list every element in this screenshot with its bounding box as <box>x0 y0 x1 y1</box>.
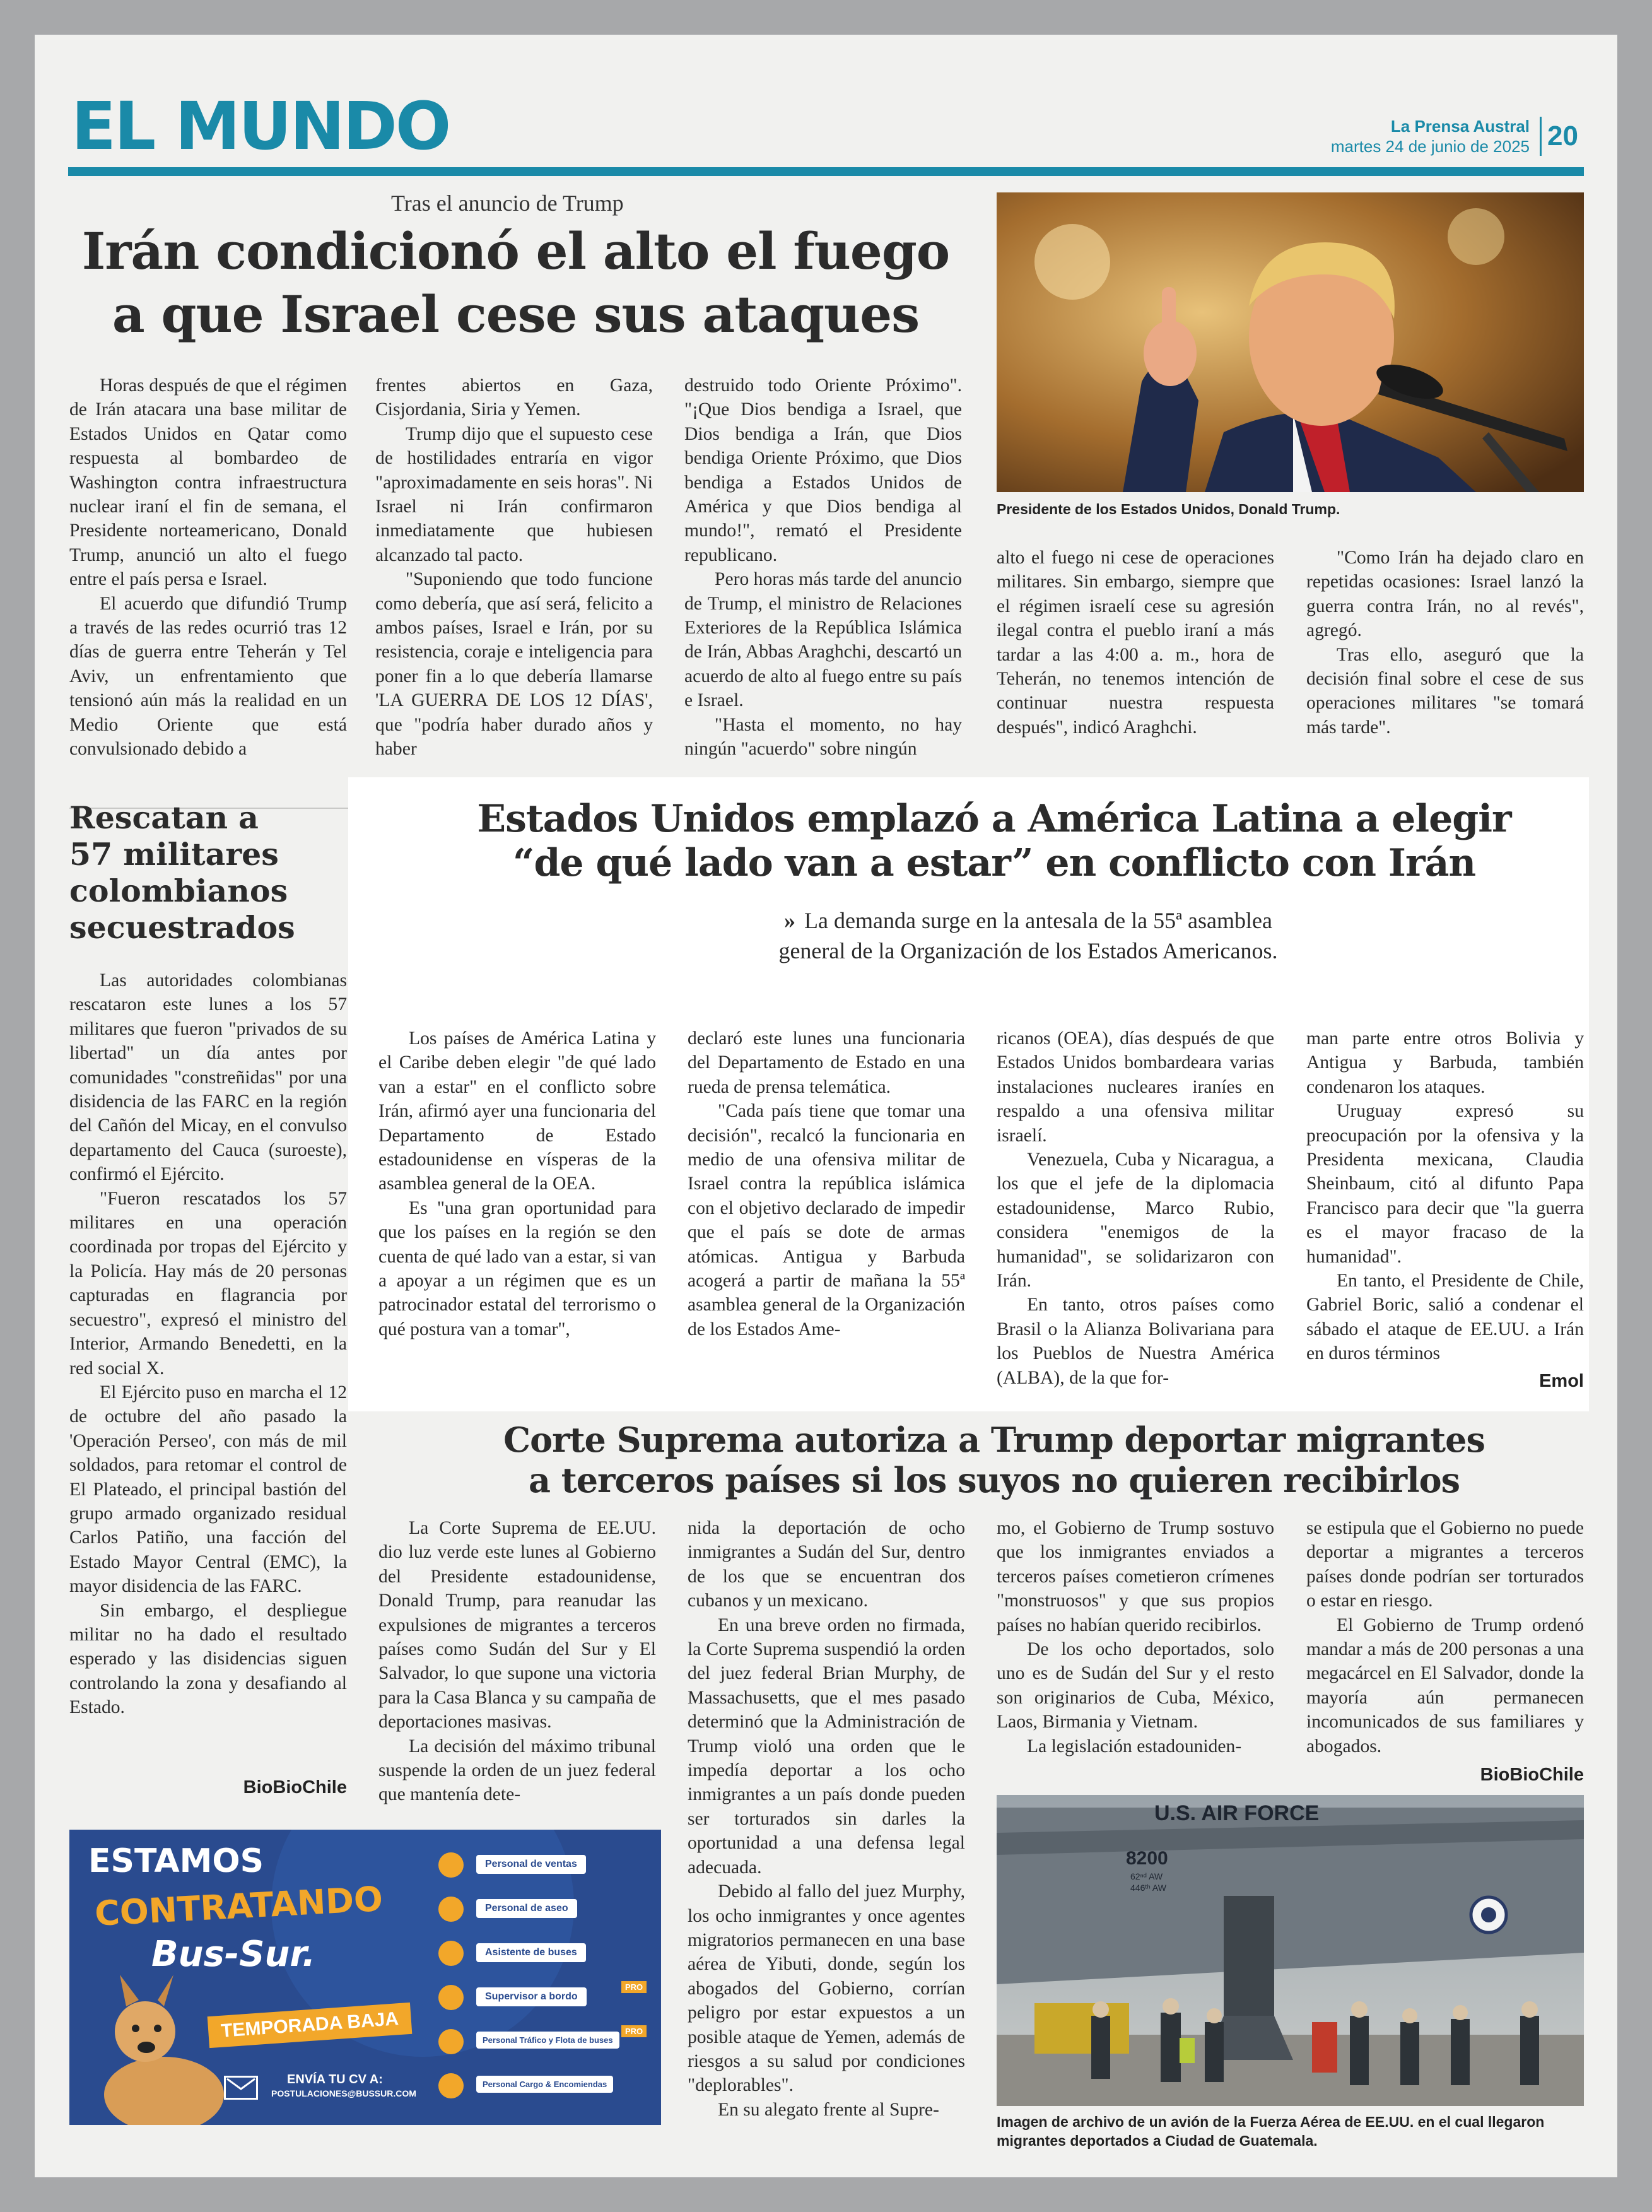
story3-paragraph: En una breve orden no firmada, la Corte Suprema suspendió la orden del juez federal Brian Murphy, de Massachusetts, que el mes pasado determinó que la Administración de Trump violó una orden que le impedía deportar a los ocho inmigrantes a un país donde pueden ser torturados sin darles la oportunidad a una defensa legal adecuada. <box>688 1615 965 1878</box>
story3-paragraph: mo, el Gobierno de Trump sostuvo que los inmigrantes enviados a terceros países cometieron crímenes "monstruosos" y que sus propios países no habían querido recibirlos. <box>997 1518 1274 1635</box>
job-badge-icon <box>438 1941 464 1966</box>
story3-credit: BioBioChile <box>1480 1765 1584 1785</box>
ad-job-item <box>438 2025 653 2059</box>
ad-job-label: Personal Cargo & Encomiendas <box>476 2076 613 2093</box>
sidebar-paragraph: "Fueron rescatados los 57 militares en una operación coordinada por tropas del Ejército y la Policía. Hay más de 20 personas capturadas en flagrancia por secuestro", expresó el ministro del Interior, Armando Benedetti, en la red social X. <box>69 1188 347 1379</box>
story2-column-4 <box>1306 1027 1584 1367</box>
newspaper-page <box>35 35 1617 2177</box>
ad-job-item <box>438 1981 653 2015</box>
job-badge-icon <box>438 2073 464 2098</box>
plane-marking-number: 8200 <box>1126 1848 1168 1869</box>
ad-job-label: Personal de aseo <box>476 1899 577 1918</box>
story1-paragraph: "Hasta el momento, no hay ningún "acuerdo" sobre ningún <box>684 714 962 760</box>
job-badge-icon <box>438 2029 464 2054</box>
story1-paragraph: frentes abiertos en Gaza, Cisjordania, Siria y Yemen. <box>375 375 653 420</box>
plane-photo <box>997 1795 1584 2106</box>
ad-headline-line1: ESTAMOS <box>88 1842 264 1880</box>
story3-column-2 <box>688 1516 965 2160</box>
story3-paragraph: De los ocho deportados, solo uno es de Sudán del Sur y el resto son originarios de Cuba, México, Laos, Birmania y Vietnam. <box>997 1639 1274 1733</box>
ad-job-item <box>438 1937 653 1971</box>
ad-banner: TEMPORADA BAJA <box>208 2003 413 2048</box>
story1-column-3 <box>684 374 962 803</box>
ad-brand-logo: Bus-Sur. <box>151 1934 316 1975</box>
sidebar-headline-line: secuestrados <box>69 909 295 946</box>
story2-paragraph: Uruguay expresó su preocupación por la ofensiva y la Presidenta mexicana, Claudia Sheinbaum, citó al difunto Papa Francisco para decir que "la guerra es el mayor fracaso de la humanidad". <box>1306 1101 1584 1267</box>
story3-column-1 <box>378 1516 656 1813</box>
story2-paragraph: Los países de América Latina y el Caribe deben elegir "de qué lado van a estar" en el conflicto sobre Irán, afirmó ayer una funcionaria del Departamento de Estado estadounidense en vísperas de la asamblea general de la OEA. <box>378 1028 656 1194</box>
bus-sur-ad <box>69 1830 661 2125</box>
story2-paragraph: Es "una gran oportunidad para que los países en la región se den cuenta de qué lado van a estar, si van a apoyar a un régimen que es un patrocinador estatal del terrorismo o qué postura van a tomar", <box>378 1197 656 1339</box>
sidebar-column <box>69 968 347 1804</box>
story1-paragraph: Horas después de que el régimen de Irán atacara una base militar de Estados Unidos en Qatar como respuesta al bombardeo de Washington contra infraestructura nuclear iraní el fin de semana, el Presidente norteamericano, Donald Trump, anunció un alto el fuego entre el país persa e Israel. <box>69 375 347 590</box>
story1-paragraph: "Suponiendo que todo funcione como debería, que así será, felicito a ambos países, Israel e Irán, por su resistencia, coraje e inteligencia para poner fin a lo que debería llamarse 'LA GUERRA DE LOS 12 DÍAS', que "podría haber durado años y haber <box>375 569 653 760</box>
story1-paragraph: El acuerdo que difundió Trump a través de las redes ocurrió tras 12 días de guerra entre Teherán y Tel Aviv, un enfrentamiento que tensionó aún más la realidad en un Medio Oriente que está convulsionado debido a <box>69 593 347 760</box>
story3-paragraph: La legislación estadouniden- <box>1027 1736 1242 1756</box>
ad-job-label: Supervisor a bordo <box>476 1987 587 2006</box>
sidebar-paragraph: Sin embargo, el despliegue militar no ha dado el resultado esperado y las disidencias siguen controlando la zona y desafiando al Estado. <box>69 1600 347 1718</box>
story2-paragraph: man parte entre otros Bolivia y Antigua y Barbuda, también condenaron los ataques. <box>1306 1028 1584 1097</box>
sidebar-headline-line: 57 militares <box>69 836 279 873</box>
plane-marking-air-force: U.S. AIR FORCE <box>1154 1801 1320 1825</box>
story3-paragraph: La decisión del máximo tribunal suspende la orden de un juez federal que mantenía dete- <box>378 1736 656 1805</box>
story1-kicker: Tras el anuncio de Trump <box>391 191 624 216</box>
ad-job-label: Personal Tráfico y Flota de buses <box>476 2032 619 2049</box>
story1-paragraph: destruido todo Oriente Próximo". "¡Que Dios bendiga a Israel, que Dios bendiga a Irán, que Dios bendiga Oriente Próximo, que Dios bendiga a Estados Unidos de América y que Dios bendiga al mundo!", remató el Presidente republicano. <box>684 375 962 565</box>
trump-photo-caption: Presidente de los Estados Unidos, Donald Trump. <box>997 501 1340 517</box>
job-badge-icon <box>438 1985 464 2010</box>
story1-paragraph: Tras ello, aseguró que la decisión final sobre el cese de sus operaciones militares "se tomará más tarde". <box>1306 644 1584 738</box>
story2-deck-line: La demanda surge en la antesala de la 55ª asamblea <box>804 908 1272 933</box>
story2-paragraph: "Cada país tiene que tomar una decisión", recalcó la funcionaria en medio de una ofensiva militar de Israel contra la república islámica con el objetivo declarado de impedir que el país se dote de armas atómicas. Antigua y Barbuda acogerá a partir de mañana la 55ª asamblea general de la Organización de los Estados Ame- <box>688 1101 965 1339</box>
ad-job-badge: PRO <box>621 2025 647 2037</box>
ad-cv-email: POSTULACIONES@BUSSUR.COM <box>271 2088 416 2098</box>
story1-column-2 <box>375 374 653 803</box>
story2-paragraph: ricanos (OEA), días después de que Estados Unidos bombardeara varias instalaciones nucleares iraníes en respaldo a una ofensiva militar israelí. <box>997 1028 1274 1146</box>
sidebar-headline <box>69 799 347 946</box>
job-badge-icon <box>438 1852 464 1878</box>
story3-headline-line1: Corte Suprema autoriza a Trump deportar migrantes <box>503 1420 1485 1460</box>
paper-name: La Prensa Austral <box>1390 117 1530 136</box>
ad-job-label: Asistente de buses <box>476 1943 586 1962</box>
story2-column-2 <box>688 1027 965 1394</box>
ad-job-badge: PRO <box>621 1981 647 1993</box>
ad-job-label: Personal de ventas <box>476 1855 586 1874</box>
story3-paragraph: se estipula que el Gobierno no puede deportar a migrantes a terceros países donde podrían ser torturados o estar en riesgo. <box>1306 1518 1584 1611</box>
sidebar-paragraph: Las autoridades colombianas rescataron este lunes a los 57 militares que fueron "privados de su libertad" un día antes por comunidades "constreñidas" por una disidencia de las FARC en la región del Cañón del Micay, en el convulso departamento del Cauca (suroeste), confirmó el Ejército. <box>69 970 347 1185</box>
story1-column-5 <box>1306 546 1584 773</box>
ad-job-item <box>438 2069 653 2103</box>
story2-headline-line1: Estados Unidos emplazó a América Latina a elegir <box>477 797 1511 841</box>
story2-paragraph: En tanto, el Presidente de Chile, Gabriel Boric, salió a condenar el sábado el ataque de EE.UU. a Irán en duros términos <box>1306 1271 1584 1364</box>
story3-paragraph: En su alegato frente al Supre- <box>718 2099 939 2120</box>
story1-paragraph: "Como Irán ha dejado claro en repetidas ocasiones: Israel lanzó la guerra contra Irán, no al revés", agregó. <box>1306 548 1584 641</box>
story3-column-3 <box>997 1516 1274 1784</box>
plane-photo-caption: Imagen de archivo de un avión de la Fuerza Aérea de EE.UU. en el cual llegaron migrantes deportados a Ciudad de Guatemala. <box>997 2114 1545 2149</box>
story3-headline-line2: a terceros países si los suyos no quieren recibirlos <box>528 1460 1460 1500</box>
sidebar-headline-line: colombianos <box>69 873 288 909</box>
sidebar-headline-line: Rescatan a <box>69 799 259 836</box>
story3-paragraph: El Gobierno de Trump ordenó mandar a más de 200 personas a una megacárcel en El Salvador, donde la mayoría aún permanecen incomunicados de sus familiares y abogados. <box>1306 1615 1584 1756</box>
ad-job-item <box>438 1849 653 1883</box>
story3-paragraph: La Corte Suprema de EE.UU. dio luz verde este lunes al Gobierno del Presidente estadounidense, Donald Trump, para reanudar las expulsiones de migrantes a terceros países como Sudán del Sur y El Salvador, lo que supone una victoria para la Casa Blanca y su campaña de deportaciones masivas. <box>378 1518 656 1733</box>
story1-column-1 <box>69 374 347 803</box>
story2-deck-line: general de la Organización de los Estados Americanos. <box>778 938 1278 963</box>
ad-job-item <box>438 1893 653 1927</box>
masthead-divider <box>1540 117 1542 156</box>
ad-cv-line1: ENVÍA TU CV A: <box>287 2073 383 2086</box>
story1-headline-line1: Irán condicionó el alto el fuego <box>81 221 950 281</box>
story1-paragraph: Trump dijo que el supuesto cese de hostilidades entraría en vigor "aproximadamente en seis horas". Ni Israel ni Irán confirmaron inmediatamente que hubiesen alcanzado tal pacto. <box>375 423 653 565</box>
story2-paragraph: En tanto, otros países como Brasil o la Alianza Bolivariana para los Pueblos de Nuestra América (ALBA), de la que for- <box>997 1295 1274 1388</box>
story3-paragraph: Debido al fallo del juez Murphy, los ocho inmigrantes y once agentes migratorios permanecen en una base aérea de Yibuti, donde, según los abogados del Gobierno, corrían peligro por estar expuestos a un posible ataque de Yemen, además de riesgos a su salud por condiciones "deplorables". <box>688 1881 965 2096</box>
story1-headline-line2: a que Israel cese sus ataques <box>112 285 920 344</box>
story3-column-4 <box>1306 1516 1584 1762</box>
mail-icon <box>224 2076 258 2100</box>
story1-column-4 <box>997 546 1274 803</box>
sidebar-credit: BioBioChile <box>243 1777 347 1797</box>
plane-marking-wing-2: 446ᵗʰ AW <box>1130 1883 1166 1893</box>
story1-paragraph: Pero horas más tarde del anuncio de Trump, el ministro de Relaciones Exteriores de la República Islámica de Irán, Abbas Araghchi, descartó un acuerdo de alto al fuego entre su país e Israel. <box>684 569 962 711</box>
chevron-right-icon: » <box>784 908 796 933</box>
masthead-rule <box>68 167 1584 176</box>
ad-job-list <box>438 1849 653 2103</box>
story2-column-3 <box>997 1027 1274 1394</box>
story2-column-1 <box>378 1027 656 1394</box>
story2-credit: Emol <box>1539 1371 1584 1391</box>
trump-photo <box>997 192 1584 492</box>
issue-date: martes 24 de junio de 2025 <box>1330 137 1530 156</box>
story2-deck <box>681 905 1375 966</box>
page-number: 20 <box>1547 121 1578 151</box>
section-title: EL MUNDO <box>71 88 450 165</box>
story3-paragraph: nida la deportación de ocho inmigrantes a Sudán del Sur, dentro de los que se encuentran dos cubanos y un mexicano. <box>688 1518 965 1611</box>
ad-headline-line2: CONTRATANDO <box>93 1879 384 1934</box>
plane-marking-wing-1: 62ⁿᵈ AW <box>1130 1871 1163 1881</box>
story2-paragraph: Venezuela, Cuba y Nicaragua, a los que el jefe de la diplomacia estadounidense, Marco Rubio, considera "enemigos de la humanidad", se solidarizaron con Irán. <box>997 1150 1274 1291</box>
story2-headline-line2: “de qué lado van a estar” en conflicto con Irán <box>512 841 1476 885</box>
story2-paragraph: declaró este lunes una funcionaria del Departamento de Estado en una rueda de prensa telemática. <box>688 1028 965 1097</box>
job-badge-icon <box>438 1897 464 1922</box>
story1-paragraph: alto el fuego ni cese de operaciones militares. Sin embargo, siempre que el régimen israelí cese su agresión ilegal contra el pueblo iraní a más tardar a las 4:00 a. m., hora de Teherán, no tenemos intención de continuar nuestra respuesta después", indicó Araghchi. <box>997 548 1274 738</box>
sidebar-paragraph: El Ejército puso en marcha el 12 de octubre del año pasado la 'Operación Perseo', con más de mil soldados, para retomar el control de El Plateado, el principal bastión del grupo armado organizado residual Carlos Patiño, una facción del Estado Mayor Central (EMC), la mayor disidencia de las FARC. <box>69 1382 347 1597</box>
